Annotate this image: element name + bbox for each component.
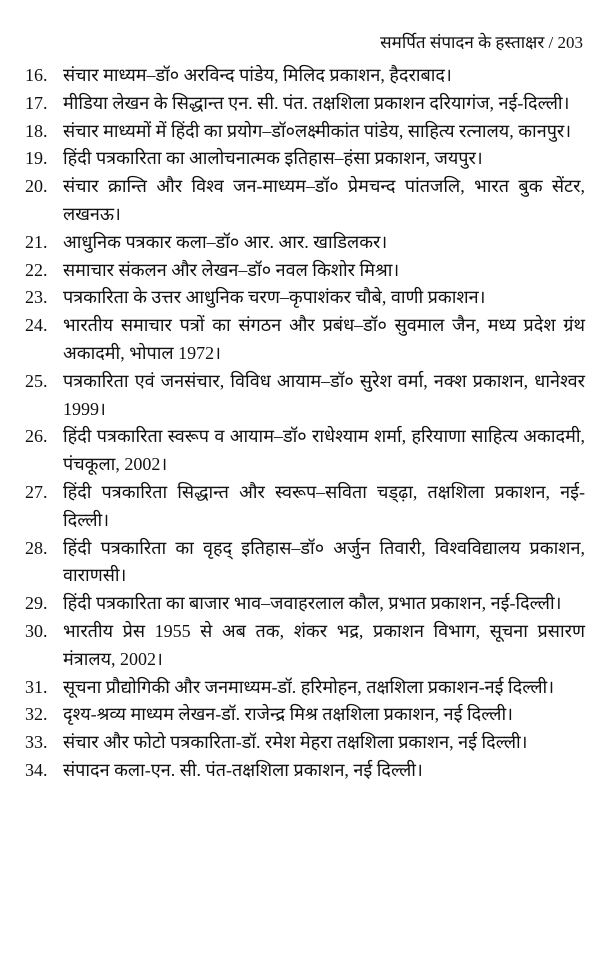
reference-item — [25, 62, 585, 90]
reference-number: 26. — [25, 426, 48, 447]
reference-number: 19. — [25, 148, 48, 169]
reference-number: 16. — [25, 65, 48, 85]
running-header: समर्पित संपादन के हस्ताक्षर / 203 — [380, 33, 583, 52]
reference-number: 18. — [25, 120, 48, 141]
reference-item — [25, 173, 585, 229]
reference-item — [25, 479, 585, 535]
reference-number: 24. — [25, 315, 48, 336]
reference-text: हिंदी पत्रकारिता सिद्धान्त और स्वरूप–सविता चड्ढ़ा, तक्षशिला प्रकाशन, नई-दिल्ली। — [63, 481, 585, 530]
reference-item — [25, 118, 585, 146]
reference-text: हिंदी पत्रकारिता स्वरूप व आयाम–डॉ० राधेश्याम शर्मा, हरियाणा साहित्य अकादमी, पंचकूला, 2002। — [63, 426, 585, 475]
reference-text: पत्रकारिता के उत्तर आधुनिक चरण–कृपाशंकर चौबे, वाणी प्रकाशन। — [63, 287, 486, 308]
reference-item — [25, 90, 585, 118]
reference-item — [25, 145, 585, 173]
reference-text: हिंदी पत्रकारिता का बाजार भाव–जवाहरलाल कौल, प्रभात प्रकाशन, नई-दिल्ली। — [63, 593, 562, 614]
reference-number: 21. — [25, 231, 48, 252]
reference-text: पत्रकारिता एवं जनसंचार, विविध आयाम–डॉ० सुरेश वर्मा, नक्श प्रकाशन, धानेश्वर 1999। — [63, 370, 585, 419]
reference-text: दृश्य-श्रव्य माध्यम लेखन-डॉ. राजेन्द्र मिश्र तक्षशिला प्रकाशन, नई दिल्ली। — [63, 704, 513, 725]
reference-item — [25, 257, 585, 285]
reference-text: संचार माध्यम–डॉ० अरविन्द पांडेय, मिलिद प्रकाशन, हैदराबाद। — [63, 65, 452, 85]
reference-text: हिंदी पत्रकारिता का वृहद् इतिहास–डॉ० अर्जुन तिवारी, विश्वविद्यालय प्रकाशन, वाराणसी। — [63, 537, 585, 586]
reference-number: 23. — [25, 287, 48, 308]
reference-item — [25, 229, 585, 257]
reference-item — [25, 368, 585, 424]
reference-text: समाचार संकलन और लेखन–डॉ० नवल किशोर मिश्रा। — [63, 259, 400, 280]
reference-list — [25, 62, 585, 785]
reference-item — [25, 284, 585, 312]
reference-item — [25, 674, 585, 702]
reference-number: 20. — [25, 176, 48, 197]
reference-text: सूचना प्रौद्योगिकी और जनमाध्यम-डॉ. हरिमोहन, तक्षशिला प्रकाशन-नई दिल्ली। — [63, 676, 555, 697]
reference-number: 27. — [25, 481, 48, 502]
reference-number: 33. — [25, 732, 48, 753]
reference-item — [25, 423, 585, 479]
reference-number: 25. — [25, 370, 48, 391]
reference-text: संपादन कला-एन. सी. पंत-तक्षशिला प्रकाशन, नई दिल्ली। — [63, 759, 423, 780]
reference-number: 31. — [25, 676, 48, 697]
reference-item — [25, 729, 585, 757]
reference-number: 30. — [25, 620, 48, 641]
reference-number: 22. — [25, 259, 48, 280]
reference-text: संचार क्रान्ति और विश्व जन-माध्यम–डॉ० प्रेमचन्द पांतजलि, भारत बुक सेंटर, लखनऊ। — [63, 176, 585, 224]
reference-item — [25, 757, 585, 785]
reference-text: भारतीय प्रेस 1955 से अब तक, शंकर भद्र, प्रकाशन विभाग, सूचना प्रसारण मंत्रालय, 2002। — [63, 620, 585, 669]
reference-text: हिंदी पत्रकारिता का आलोचनात्मक इतिहास–हंसा प्रकाशन, जयपुर। — [63, 148, 483, 169]
reference-item — [25, 618, 585, 674]
reference-number: 34. — [25, 759, 48, 780]
reference-text: आधुनिक पत्रकार कला–डॉ० आर. आर. खाडिलकर। — [63, 231, 388, 252]
reference-number: 29. — [25, 593, 48, 614]
reference-item — [25, 701, 585, 729]
reference-text: भारतीय समाचार पत्रों का संगठन और प्रबंध–डॉ० सुवमाल जैन, मध्य प्रदेश ग्रंथ अकादमी, भोपाल 1972। — [63, 315, 585, 363]
reference-number: 17. — [25, 92, 48, 113]
reference-text: संचार और फोटो पत्रकारिता-डॉ. रमेश मेहरा तक्षशिला प्रकाशन, नई दिल्ली। — [63, 732, 528, 753]
reference-item — [25, 590, 585, 618]
reference-text: संचार माध्यमों में हिंदी का प्रयोग–डॉ०लक्ष्मीकांत पांडेय, साहित्य रत्नालय, कानपुर। — [63, 120, 572, 141]
reference-text: मीडिया लेखन के सिद्धान्त एन. सी. पंत. तक्षशिला प्रकाशन दरियागंज, नई-दिल्ली। — [63, 92, 570, 113]
reference-number: 28. — [25, 537, 48, 558]
reference-item — [25, 312, 585, 368]
reference-item — [25, 535, 585, 591]
reference-number: 32. — [25, 704, 48, 725]
